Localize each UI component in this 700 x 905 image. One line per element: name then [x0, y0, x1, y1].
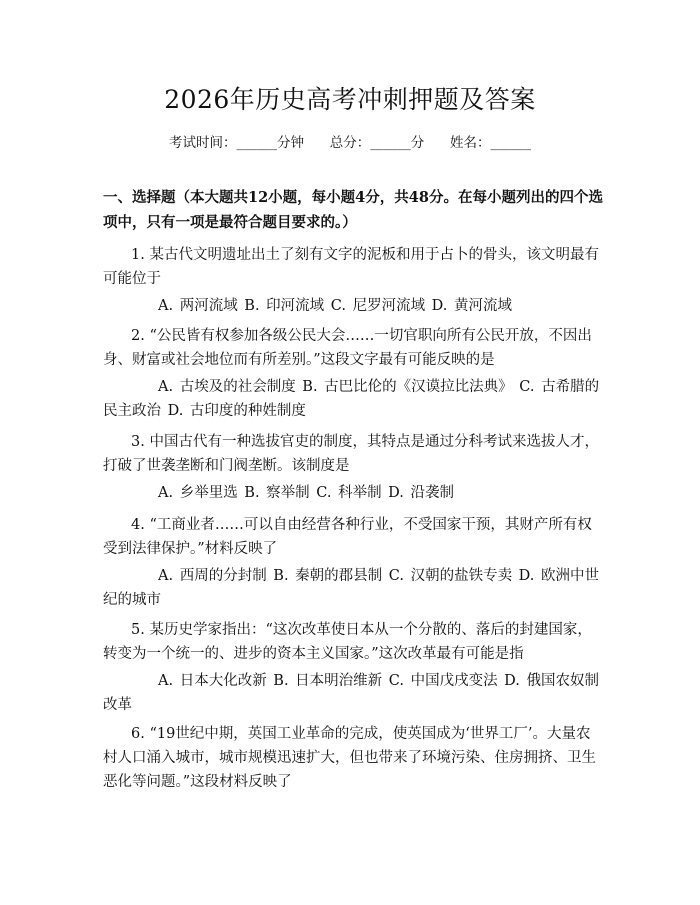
question-1-stem: 1. 某古代文明遗址出土了刻有文字的泥板和用于占卜的骨头，该文明最有可能位于 — [103, 247, 599, 287]
question-4-stem: 4. “工商业者……可以自由经营各种行业，不受国家干预，其财产所有权受到法律保护。”材料反映了 — [103, 517, 592, 557]
question-4-options: A. 西周的分封制 B. 秦朝的郡县制 C. 汉朝的盐铁专卖 D. 欧洲中世纪的城市 — [103, 568, 600, 608]
question-5-stem: 5. 某历史学家指出：“这次改革使日本从一个分散的、落后的封建国家，转变为一个统一的、进步的资本主义国家。”这次改革最有可能是指 — [103, 622, 592, 662]
section-heading: 一、选择题（本大题共12小题，每小题4分，共48分。在每小题列出的四个选项中，只有一项是最符合题目要求的。） — [103, 189, 603, 231]
question-1-options: A. 两河流域 B. 印河流域 C. 尼罗河流域 D. 黄河流域 — [158, 298, 513, 314]
question-2-options: A. 古埃及的社会制度 B. 古巴比伦的《汉谟拉比法典》 C. 古希腊的民主政治 D. 古印度的种姓制度 — [103, 379, 600, 419]
question-3-options: A. 乡举里选 B. 察举制 C. 科举制 D. 沿袭制 — [158, 485, 455, 501]
question-3-stem: 3. 中国古代有一种选拔官吏的制度，其特点是通过分科考试来选拔人才，打破了世袭垄断和门阀垄断。该制度是 — [103, 434, 599, 474]
exam-info-line: 考试时间：______分钟 总分：______分 姓名：______ — [169, 135, 531, 151]
question-6-stem: 6. “19世纪中期，英国工业革命的完成，使英国成为‘世界工厂’。大量农村人口涌入城市，城市规模迅速扩大，但也带来了环境污染、住房拥挤、卫生恶化等问题。”这段材料反映了 — [103, 726, 596, 790]
question-5-options: A. 日本大化改新 B. 日本明治维新 C. 中国戊戌变法 D. 俄国农奴制改革 — [103, 673, 600, 713]
question-2-stem: 2. “公民皆有权参加各级公民大会……一切官职向所有公民开放，不因出身、财富或社会地位而有所差别。”这段文字最有可能反映的是 — [103, 328, 592, 368]
page-title: 2026年历史高考冲刺押题及答案 — [164, 85, 536, 114]
